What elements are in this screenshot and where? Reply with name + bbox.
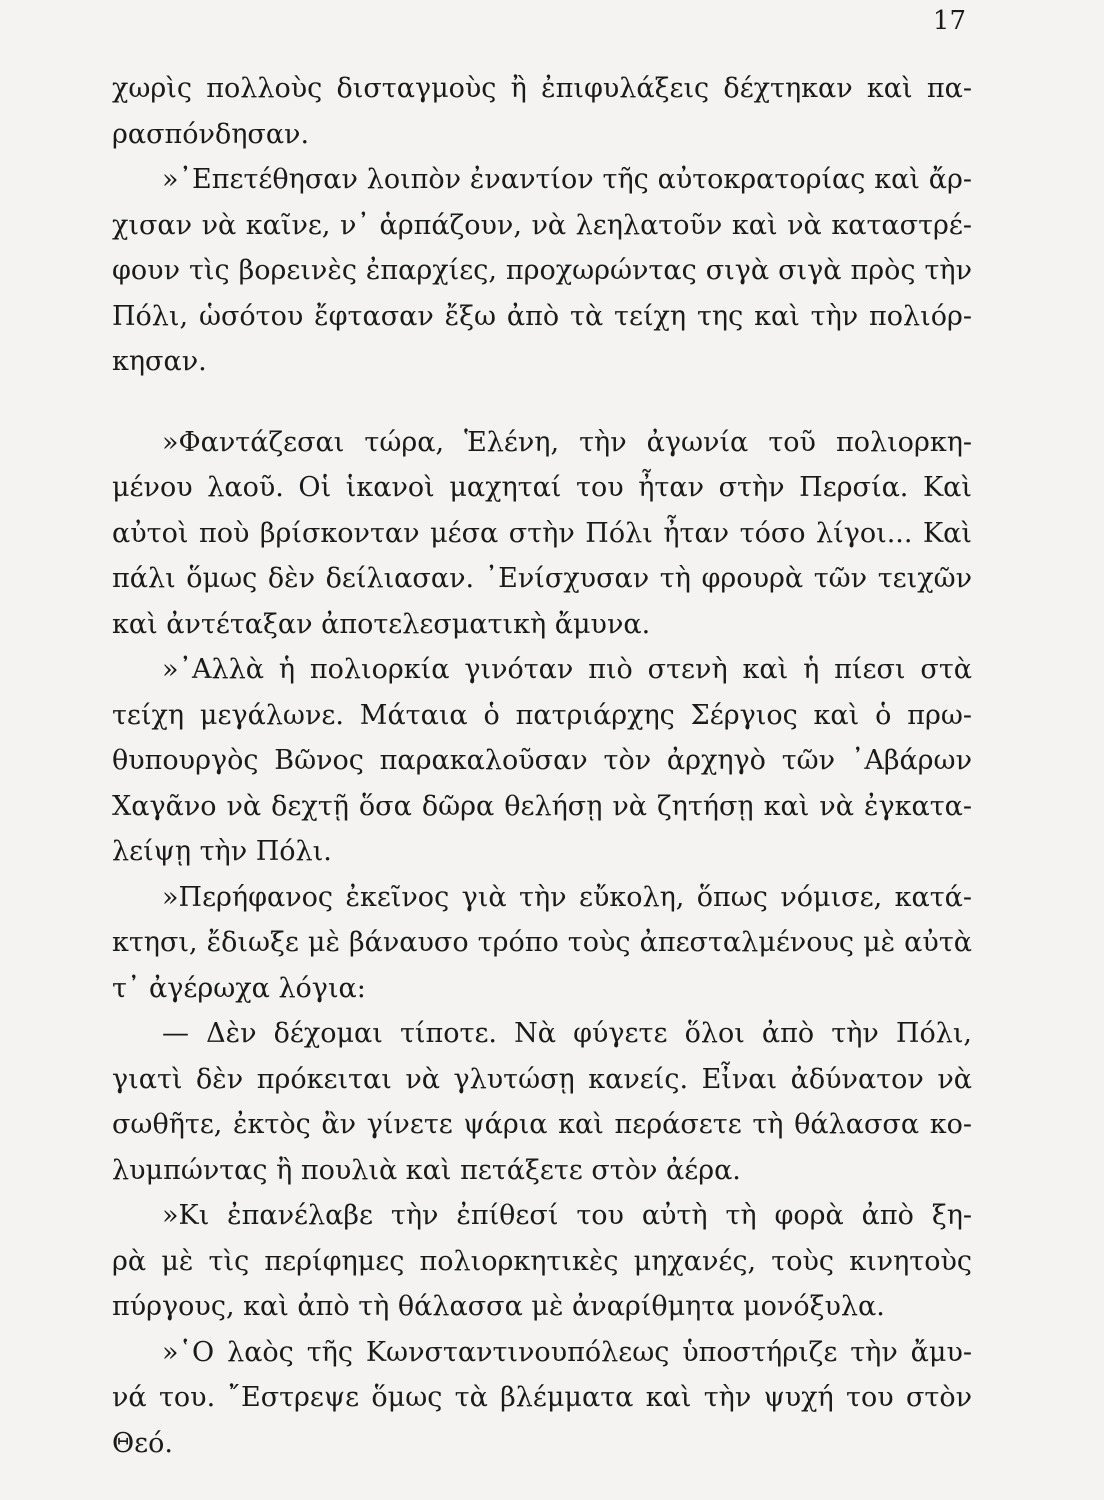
text-line: κτησι, ἔδιωξε μὲ βάναυσο τρόπο τοὺς ἀπεσταλμένους μὲ αὐτὰ [112,927,972,958]
text-line: Θεό. [112,1427,173,1459]
text-line: »῾Ο λαὸς τῆς Κωνσταντινουπόλεως ὑποστήριζε τὴν ἄμυ- [162,1336,972,1368]
text-line: ρασπόνδησαν. [112,118,310,150]
text-line: λυμπώντας ἢ πουλιὰ καὶ πετάξετε στὸν ἀέρα. [112,1154,741,1186]
text-line: καὶ ἀντέταξαν ἀποτελεσματικὴ ἄμυνα. [112,608,651,640]
text-line: κησαν. [112,346,207,377]
text-line: τείχη μεγάλωνε. Μάταια ὁ πατριάρχης Σέργιος καὶ ὁ πρω- [112,699,972,731]
text-line: »Περήφανος ἐκεῖνος γιὰ τὴν εὔκολη, ὅπως νόμισε, κατά- [162,881,972,913]
text-line: νά του. ῎Εστρεψε ὅμως τὰ βλέμματα καὶ τὴν ψυχή του στὸν [112,1382,972,1413]
text-line: φουν τὶς βορεινὲς ἐπαρχίες, προχωρώντας σιγὰ σιγὰ πρὸς τὴν [112,255,972,286]
text-line: »Κι ἐπανέλαβε τὴν ἐπίθεσί του αὐτὴ τὴ φορὰ ἀπὸ ξη- [162,1200,972,1231]
text-line: πύργους, καὶ ἀπὸ τὴ θάλασσα μὲ ἀναρίθμητα μονόξυλα. [112,1291,885,1322]
text-line: γιατὶ δὲν πρόκειται νὰ γλυτώσῃ κανείς. Εἶναι ἀδύνατον νὰ [112,1063,972,1095]
text-line: πάλι ὅμως δὲν δείλιασαν. ᾿Ενίσχυσαν τὴ φρουρὰ τῶν τειχῶν [112,563,972,594]
text-line: »᾿Επετέθησαν λοιπὸν ἐναντίον τῆς αὐτοκρατορίας καὶ ἄρ- [162,164,972,195]
text-line: θυπουργὸς Βῶνος παρακαλοῦσαν τὸν ἀρχηγὸ τῶν ᾿Αβάρων [112,745,972,776]
text-line: λείψῃ τὴν Πόλι. [112,836,332,867]
text-line: — Δὲν δέχομαι τίποτε. Νὰ φύγετε ὅλοι ἀπὸ τὴν Πόλι, [162,1018,972,1049]
text-line: »᾿Αλλὰ ἡ πολιορκία γινόταν πιὸ στενὴ καὶ ἡ πίεσι στὰ [162,654,972,685]
text-line: μένου λαοῦ. Οἱ ἱκανοὶ μαχηταί του ἦταν στὴν Περσία. Καὶ [112,472,972,503]
text-line: χωρὶς πολλοὺς δισταγμοὺς ἢ ἐπιφυλάξεις δέχτηκαν καὶ πα- [112,73,972,104]
text-line: ρὰ μὲ τὶς περίφημες πολιορκητικὲς μηχανές, τοὺς κινητοὺς [112,1245,972,1277]
text-line: Πόλι, ὡσότου ἔφτασαν ἔξω ἀπὸ τὰ τείχη της καὶ τὴν πολιόρ- [112,300,972,332]
page-number: 17 [932,6,966,36]
text-line: σωθῆτε, ἐκτὸς ἂν γίνετε ψάρια καὶ περάσετε τὴ θάλασσα κο- [112,1109,972,1140]
text-line: χισαν νὰ καῖνε, ν᾿ ἁρπάζουν, νὰ λεηλατοῦν καὶ νὰ καταστρέ- [112,209,972,241]
text-line: Χαγᾶνο νὰ δεχτῇ ὅσα δῶρα θελήσῃ νὰ ζητήσῃ καὶ νὰ ἐγκατα- [112,790,972,822]
text-line: αὐτοὶ ποὺ βρίσκονταν μέσα στὴν Πόλι ἦταν τόσο λίγοι... Καὶ [112,517,972,549]
page-text [112,66,972,1466]
text-line: »Φαντάζεσαι τώρα, Ἑλένη, τὴν ἀγωνία τοῦ πολιορκη- [162,426,972,458]
text-line: τ᾿ ἀγέρωχα λόγια: [112,972,366,1004]
